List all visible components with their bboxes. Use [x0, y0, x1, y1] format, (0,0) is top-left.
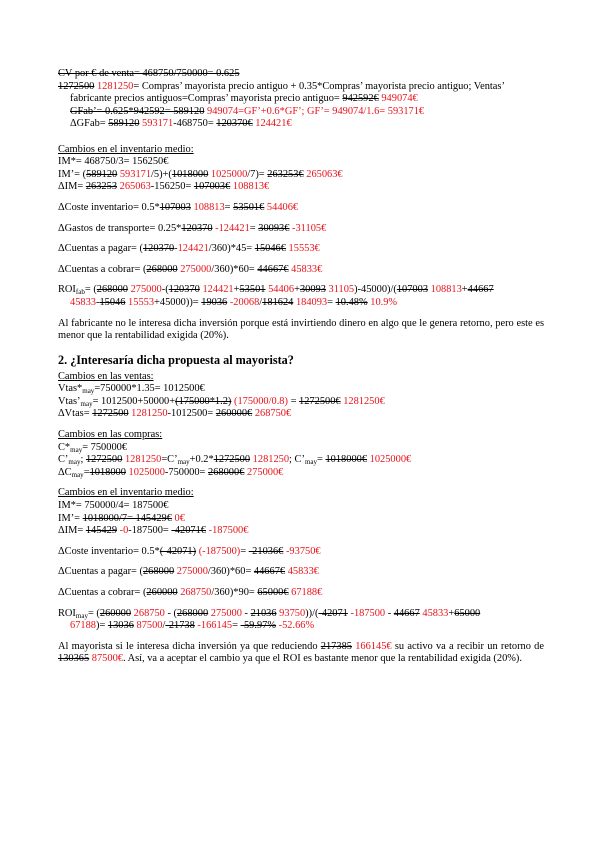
struck-value: 181624 [262, 296, 294, 308]
section-title-inventario-2: Cambios en el inventario medio: [58, 487, 194, 499]
text-run: ΔIM= [58, 525, 86, 537]
text-run: = [317, 454, 326, 466]
corrected-value: 108813 [193, 201, 225, 213]
line-cuentas-cobrar [58, 264, 544, 277]
text-run: = ( [84, 284, 97, 296]
text-run: /360)*60= [207, 566, 254, 578]
struck-value: 260000 [146, 587, 178, 598]
struck-value: 589120 [108, 118, 140, 130]
corrected-value: 1281250 [252, 454, 290, 466]
struck-value: 44667€ [257, 263, 289, 275]
struck-value: 130365 [58, 653, 90, 665]
corrected-value: 275000 [180, 263, 212, 275]
text-run: = [232, 620, 241, 632]
struck-value: 1272500 [92, 408, 129, 420]
paragraph-fabricante: Al fabricante no le interesa dicha inversión porque está invirtiendo dinero en algo que le genera retorno, pero este es menor que la rentabilidad exigida (20%). [58, 317, 544, 342]
struck-value: 1018000/7= 145429€ [82, 512, 172, 524]
text-run: IM’= ( [58, 168, 87, 180]
text-run: C* [58, 441, 71, 453]
calc-line [58, 93, 544, 106]
text-run: -468750= [173, 118, 217, 130]
calc-line [58, 118, 544, 131]
corrected-value: 1025000 [128, 466, 165, 478]
struck-value: 120370 [142, 243, 175, 255]
corrected-value: 54406 [268, 284, 295, 296]
calc-line [58, 156, 544, 169]
struck-value: (-42071) [159, 545, 197, 557]
text-run: Vtas’ [58, 395, 81, 407]
calc-block-compras [58, 442, 544, 480]
calc-line [58, 442, 544, 455]
line-gastos-transporte [58, 223, 544, 236]
text-run: + [233, 284, 240, 296]
struck-value: 15046 [99, 296, 126, 308]
line-coste-inventario-2 [58, 546, 544, 559]
struck-value: 44667 [393, 607, 420, 619]
struck-value: 260000€ [215, 408, 253, 420]
text-run: ΔCuentas a pagar= ( [58, 243, 143, 255]
corrected-value: (175000/0.8) [234, 395, 288, 407]
struck-value: -59.97% [240, 620, 277, 632]
text-run: + [294, 284, 300, 296]
corrected-value: 593171 [119, 168, 152, 180]
text-run: /5)+( [151, 168, 172, 180]
corrected-value: 45833€ [287, 566, 319, 578]
calc-line [58, 68, 544, 81]
text-run: = [287, 395, 300, 407]
corrected-value: -93750€ [285, 545, 321, 557]
text-run: ΔGastos de transporte= 0.25* [58, 222, 182, 234]
struck-value: 942592€ [342, 93, 379, 105]
text-run: +0.2* [189, 454, 214, 466]
text-run: IM’= [58, 512, 83, 524]
corrected-value: 949074=GF’+0.6*GF’; GF’= 949074/1.6= 593171€ [207, 105, 425, 117]
text-run: - ( [164, 607, 177, 619]
struck-value: 1018000€ [325, 454, 368, 466]
text-run: - [174, 243, 178, 255]
text-run: IM*= 468750/3= 156250€ [58, 156, 169, 168]
text-run: may [80, 399, 93, 408]
roi-mayorista [58, 608, 544, 633]
struck-value: -42071 [318, 607, 348, 619]
text-run: may [70, 445, 83, 454]
corrected-value: 275000 [210, 607, 242, 619]
calc-line [58, 181, 544, 194]
struck-value: 120370 [181, 222, 213, 234]
corrected-value: 10.9% [370, 296, 398, 308]
text-run: -1012500= [167, 408, 216, 420]
text-run: may [68, 458, 81, 467]
text-run: -750000= [164, 466, 209, 478]
struck-value: 53501 [239, 284, 266, 296]
corrected-value: 265063 [119, 181, 151, 193]
corrected-value: (-187500) [198, 545, 241, 557]
corrected-value: -20068 [229, 296, 260, 308]
text-run: )-45000)/( [354, 284, 397, 296]
text-run: ROI [58, 607, 76, 619]
text-run: = [327, 296, 336, 308]
calc-line [58, 297, 544, 310]
document-page [58, 68, 544, 666]
struck-value: 268000 [176, 607, 209, 619]
struck-value: 217385 [320, 640, 352, 652]
text-run: /360)*90= [211, 587, 258, 598]
corrected-value: 268750 [180, 587, 212, 598]
struck-value: 30093 [299, 284, 326, 296]
text-run: ; [80, 454, 86, 466]
corrected-value: -187500€ [208, 525, 249, 537]
struck-value: 1272500 [58, 80, 95, 92]
text-run: =C’ [161, 454, 178, 466]
text-run: fab [75, 288, 85, 297]
corrected-value: 275000 [176, 566, 208, 578]
corrected-value: 67188 [70, 620, 96, 632]
text-run: = 750000€ [82, 441, 128, 453]
text-run: + [461, 284, 468, 296]
roi-fabricante [58, 284, 544, 309]
struck-value: 268000 [142, 566, 175, 578]
line-cuentas-pagar-2 [58, 566, 544, 579]
text-run: - [95, 296, 100, 308]
struck-value: 107003 [396, 284, 429, 296]
corrected-value: 265063€ [306, 168, 343, 180]
line-coste-inventario [58, 202, 544, 215]
text-run: /7)= [247, 168, 268, 180]
calc-block-inventario-2 [58, 500, 544, 538]
corrected-value: 108813 [430, 284, 462, 296]
struck-value: 15046€ [254, 243, 286, 255]
line-cuentas-pagar [58, 243, 544, 256]
struck-value: 1272500 [213, 454, 251, 466]
text-run: / [162, 620, 166, 632]
text-run: -156250= [150, 181, 194, 193]
calc-line [58, 454, 544, 467]
struck-value: 107003 [159, 201, 191, 213]
struck-value: 1018000 [89, 466, 126, 478]
corrected-value: 166145€ [355, 640, 392, 652]
text-run: ΔCoste inventario= 0.5* [58, 545, 160, 557]
struck-value: -21036€ [248, 545, 284, 557]
calc-line [58, 500, 544, 513]
line-cuentas-cobrar-2 [58, 587, 544, 600]
corrected-value: -166145 [197, 620, 233, 632]
text-run: /360)*60= [211, 263, 258, 275]
struck-value: 263253 [85, 181, 118, 193]
struck-value: 1272500 [85, 454, 123, 466]
text-run: C’ [58, 454, 69, 466]
text-run: ΔCuentas a cobrar= ( [58, 263, 147, 275]
text-run: /360)*45= [208, 243, 255, 255]
text-run: Al mayorista si le interesa dicha inversión ya que reduciendo [58, 640, 321, 652]
text-run: =750000*1.35= 1012500€ [94, 383, 205, 395]
corrected-value: 268750€ [254, 408, 292, 420]
struck-value: 65000€ [257, 587, 289, 598]
text-run: ΔIM= [58, 181, 86, 193]
text-run: - [385, 607, 394, 619]
text-run: Vtas* [58, 383, 83, 395]
corrected-value: 87500 [136, 620, 163, 632]
struck-value: 65000 [454, 607, 481, 619]
calc-line [58, 620, 544, 633]
paragraph-mayorista [58, 641, 544, 666]
text-run: = [83, 466, 90, 478]
text-run: ROI [58, 284, 76, 296]
text-run: / [259, 296, 263, 308]
struck-value: 120370 [168, 284, 200, 296]
struck-value: 589120 [86, 168, 118, 180]
text-run: may [304, 458, 317, 467]
corrected-value: 15553 [128, 296, 155, 308]
struck-value: GFab’= 0.625*942592= 589120 [70, 105, 205, 117]
corrected-value: 45833€ [291, 263, 323, 275]
text-run: may [71, 470, 84, 479]
text-run: ΔVtas= [58, 408, 93, 420]
corrected-value: 124421€ [255, 118, 292, 130]
struck-value: 120370€ [216, 118, 253, 130]
text-run: . Así, va a aceptar el cambio ya que el ROI es bastante menor que la rentabilidad exigida (20%). [122, 653, 522, 665]
corrected-value: 949074€ [381, 93, 418, 105]
text-run: ΔGFab= [70, 118, 109, 130]
struck-value: 268000€ [208, 466, 245, 478]
text-run: = [240, 545, 249, 557]
corrected-value: -0 [119, 525, 129, 537]
struck-value: 107003€ [193, 181, 231, 193]
corrected-value: -52.66% [278, 620, 315, 632]
struck-value: 53501€ [233, 201, 265, 213]
corrected-value: 1281250 [96, 80, 134, 92]
calc-line [58, 408, 544, 421]
struck-value: 260000 [99, 607, 132, 619]
calc-block-ventas [58, 383, 544, 421]
calc-line [58, 169, 544, 182]
text-run: ))/( [305, 607, 319, 619]
struck-value: 263253€ [267, 168, 304, 180]
calc-line [58, 284, 544, 297]
calc-line [58, 106, 544, 119]
text-run: + [448, 607, 455, 619]
text-run: - [241, 607, 251, 619]
text-run: may [75, 611, 88, 620]
text-run: = [224, 201, 234, 213]
text-run: -187500= [128, 525, 172, 537]
corrected-value: 1281250€ [343, 395, 385, 407]
calc-block-fabricante [58, 68, 544, 131]
text-run: = [249, 222, 259, 234]
corrected-value: 67188€ [291, 587, 323, 598]
corrected-value: 93750 [279, 607, 306, 619]
corrected-value: 275000€ [247, 466, 284, 478]
corrected-value: -124421 [215, 222, 250, 234]
struck-value: CV por € de venta= 468750/750000= 0.625 [58, 68, 240, 79]
text-run: fabricante precios antiguos=Compras’ mayorista precio antiguo= [70, 93, 343, 105]
corrected-value: 1025000€ [369, 454, 412, 466]
corrected-value: 593171 [142, 118, 174, 130]
struck-value: 1272500€ [299, 395, 341, 407]
corrected-value: 268750 [133, 607, 165, 619]
calc-line [58, 396, 544, 409]
struck-value: 1018000 [171, 168, 209, 180]
text-run: ; C’ [289, 454, 305, 466]
text-run: )= [95, 620, 108, 632]
text-run: ΔCoste inventario= 0.5* [58, 201, 160, 213]
corrected-value: 15553€ [288, 243, 320, 255]
struck-value: 30093€ [258, 222, 290, 234]
text-run: ΔCuentas a pagar= ( [58, 566, 143, 578]
struck-value: (175000*1.2) [175, 395, 232, 407]
calc-block-inventario [58, 156, 544, 194]
corrected-value: 31105 [328, 284, 355, 296]
calc-line [58, 525, 544, 538]
corrected-value: -187500 [350, 607, 386, 619]
calc-line [58, 81, 544, 94]
heading-pregunta-2: 2. ¿Interesaría dicha propuesta al mayorista? [58, 352, 294, 367]
struck-value: 268000 [96, 284, 128, 296]
corrected-value: 275000 [130, 284, 162, 296]
corrected-value: -31105€ [292, 222, 327, 234]
corrected-value: 45833 [70, 296, 96, 308]
corrected-value: 87500€ [91, 653, 123, 665]
section-title-inventario: Cambios en el inventario medio: [58, 143, 194, 155]
text-run: su activo va a recibir un retorno de [391, 640, 544, 652]
corrected-value: 124421 [177, 243, 209, 255]
struck-value: -21738 [165, 620, 195, 632]
text-run: ΔCuentas a cobrar= ( [58, 587, 147, 598]
struck-value: 10.48% [335, 296, 368, 308]
text-run: +45000))= [154, 296, 202, 308]
calc-line [58, 383, 544, 396]
struck-value: 21036 [250, 607, 277, 619]
text-run: = 1012500+50000+ [92, 395, 176, 407]
struck-value: 44667 [467, 284, 494, 296]
corrected-value: 45833 [422, 607, 449, 619]
text-run: IM*= 750000/4= 187500€ [58, 500, 169, 512]
text-run: may [177, 458, 190, 467]
text-run: may [82, 387, 95, 396]
calc-line [58, 467, 544, 480]
section-title-ventas: Cambios en las ventas: [58, 370, 154, 382]
corrected-value: 1281250 [124, 454, 162, 466]
struck-value: 13036 [107, 620, 134, 632]
text-run: ΔC [58, 466, 72, 478]
corrected-value: 124421 [202, 284, 234, 296]
calc-line [58, 608, 544, 621]
struck-value: 19036 [201, 296, 228, 308]
struck-value: 268000 [146, 263, 178, 275]
text-run: = Compras’ mayorista precio antiguo + 0.35*Compras’ mayorista precio antiguo; Ventas’ [133, 80, 505, 92]
corrected-value: 0€ [174, 512, 185, 524]
corrected-value: 184093 [295, 296, 328, 308]
text-run: = ( [87, 607, 100, 619]
corrected-value: 54406€ [266, 201, 299, 213]
struck-value: -42071€ [171, 525, 207, 537]
corrected-value: 1281250 [131, 408, 168, 420]
text-run: -( [161, 284, 169, 296]
struck-value: 44667€ [253, 566, 286, 578]
corrected-value: 1025000 [210, 168, 248, 180]
calc-line [58, 513, 544, 526]
section-title-compras: Cambios en las compras: [58, 429, 163, 441]
struck-value: 145429 [85, 525, 118, 537]
corrected-value: 108813€ [232, 181, 270, 193]
